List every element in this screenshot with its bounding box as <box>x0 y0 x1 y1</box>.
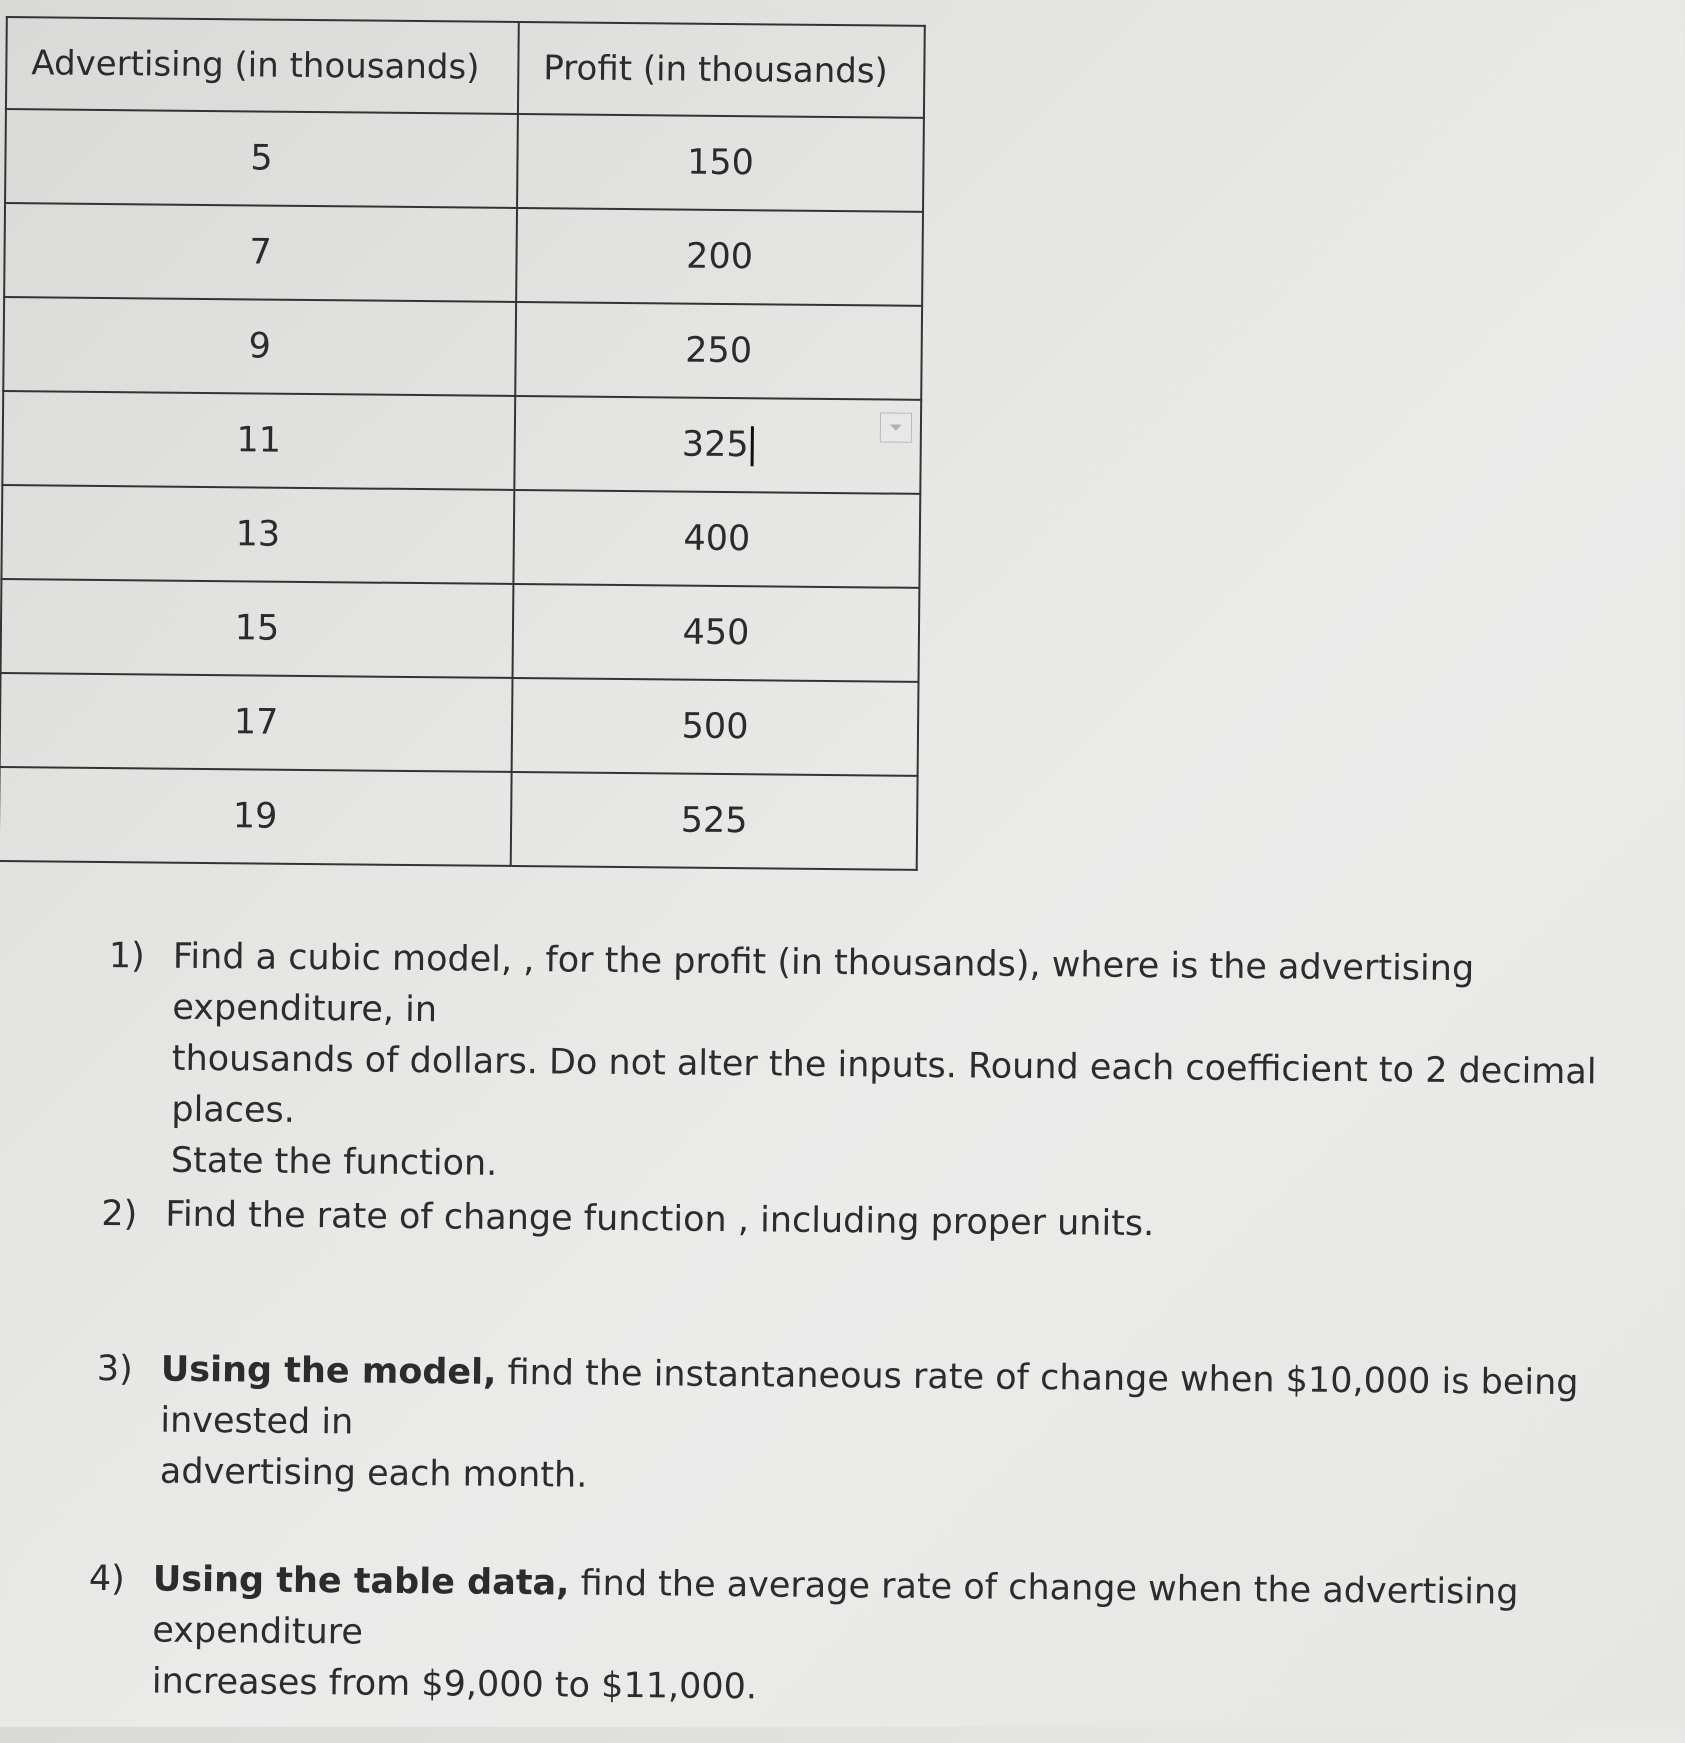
question-text <box>152 1555 1629 1722</box>
profit-cell[interactable]: 150 <box>517 114 924 212</box>
question-number: 4) <box>88 1558 125 1600</box>
profit-cell[interactable]: 250 <box>515 302 922 400</box>
table-row <box>1 579 920 682</box>
profit-cell[interactable]: 400 <box>513 490 920 588</box>
advertising-cell[interactable]: 15 <box>1 579 514 678</box>
advertising-cell[interactable]: 13 <box>1 485 514 584</box>
advertising-cell[interactable]: 5 <box>5 109 518 208</box>
advertising-cell[interactable]: 19 <box>0 767 512 866</box>
profit-cell[interactable]: 200 <box>516 208 923 306</box>
question-text <box>165 1190 1154 1250</box>
question-number: 1) <box>108 936 145 977</box>
table-row <box>0 673 918 776</box>
table-row <box>1 485 920 588</box>
profit-cell[interactable]: 500 <box>512 678 919 776</box>
profit-cell[interactable]: 450 <box>513 584 920 682</box>
question-number: 3) <box>96 1348 133 1390</box>
question-emphasis: Using the table data, <box>152 1559 570 1604</box>
question-line: Find the rate of change function , including proper units. <box>165 1194 1155 1245</box>
question-line: Find a cubic model, , for the profit (in thousands), where is the advertising expenditure, in <box>172 936 1475 1031</box>
question-1 <box>108 931 1649 1184</box>
header-advertising: Advertising (in thousands) <box>6 17 519 114</box>
question-number: 2) <box>101 1194 138 1235</box>
question-line: find the instantaneous rate of change when $10,000 is being invested in <box>160 1352 1579 1443</box>
dropdown-arrow-icon[interactable] <box>880 412 912 442</box>
text-cursor <box>750 426 753 466</box>
table-row <box>5 109 924 212</box>
question-emphasis: Using the model, <box>160 1349 497 1393</box>
question-line: thousands of dollars. Do not alter the inputs. Round each coefficient to 2 decimal places. <box>171 1038 1597 1131</box>
profit-value: 325 <box>681 424 749 465</box>
question-text <box>160 1345 1637 1512</box>
question-line: increases from $9,000 to $11,000. <box>151 1661 758 1708</box>
advertising-cell[interactable]: 17 <box>0 673 513 772</box>
question-line: find the average rate of change when the advertising expenditure <box>152 1563 1519 1653</box>
table-row <box>4 203 923 306</box>
question-3 <box>96 1344 1637 1496</box>
table-row <box>3 297 922 400</box>
profit-cell-active[interactable] <box>514 396 921 494</box>
question-text <box>171 932 1649 1201</box>
table-row <box>0 767 918 870</box>
data-table <box>0 16 926 871</box>
advertising-cell[interactable]: 11 <box>2 391 515 490</box>
advertising-cell[interactable]: 9 <box>3 297 516 396</box>
advertising-cell[interactable]: 7 <box>4 203 517 302</box>
profit-cell[interactable]: 525 <box>511 772 918 870</box>
table-row <box>2 391 921 494</box>
question-4 <box>88 1554 1629 1708</box>
header-profit: Profit (in thousands) <box>518 22 925 118</box>
question-line: State the function. <box>170 1140 498 1184</box>
question-line: advertising each month. <box>159 1451 588 1496</box>
table-header-row <box>6 17 925 118</box>
